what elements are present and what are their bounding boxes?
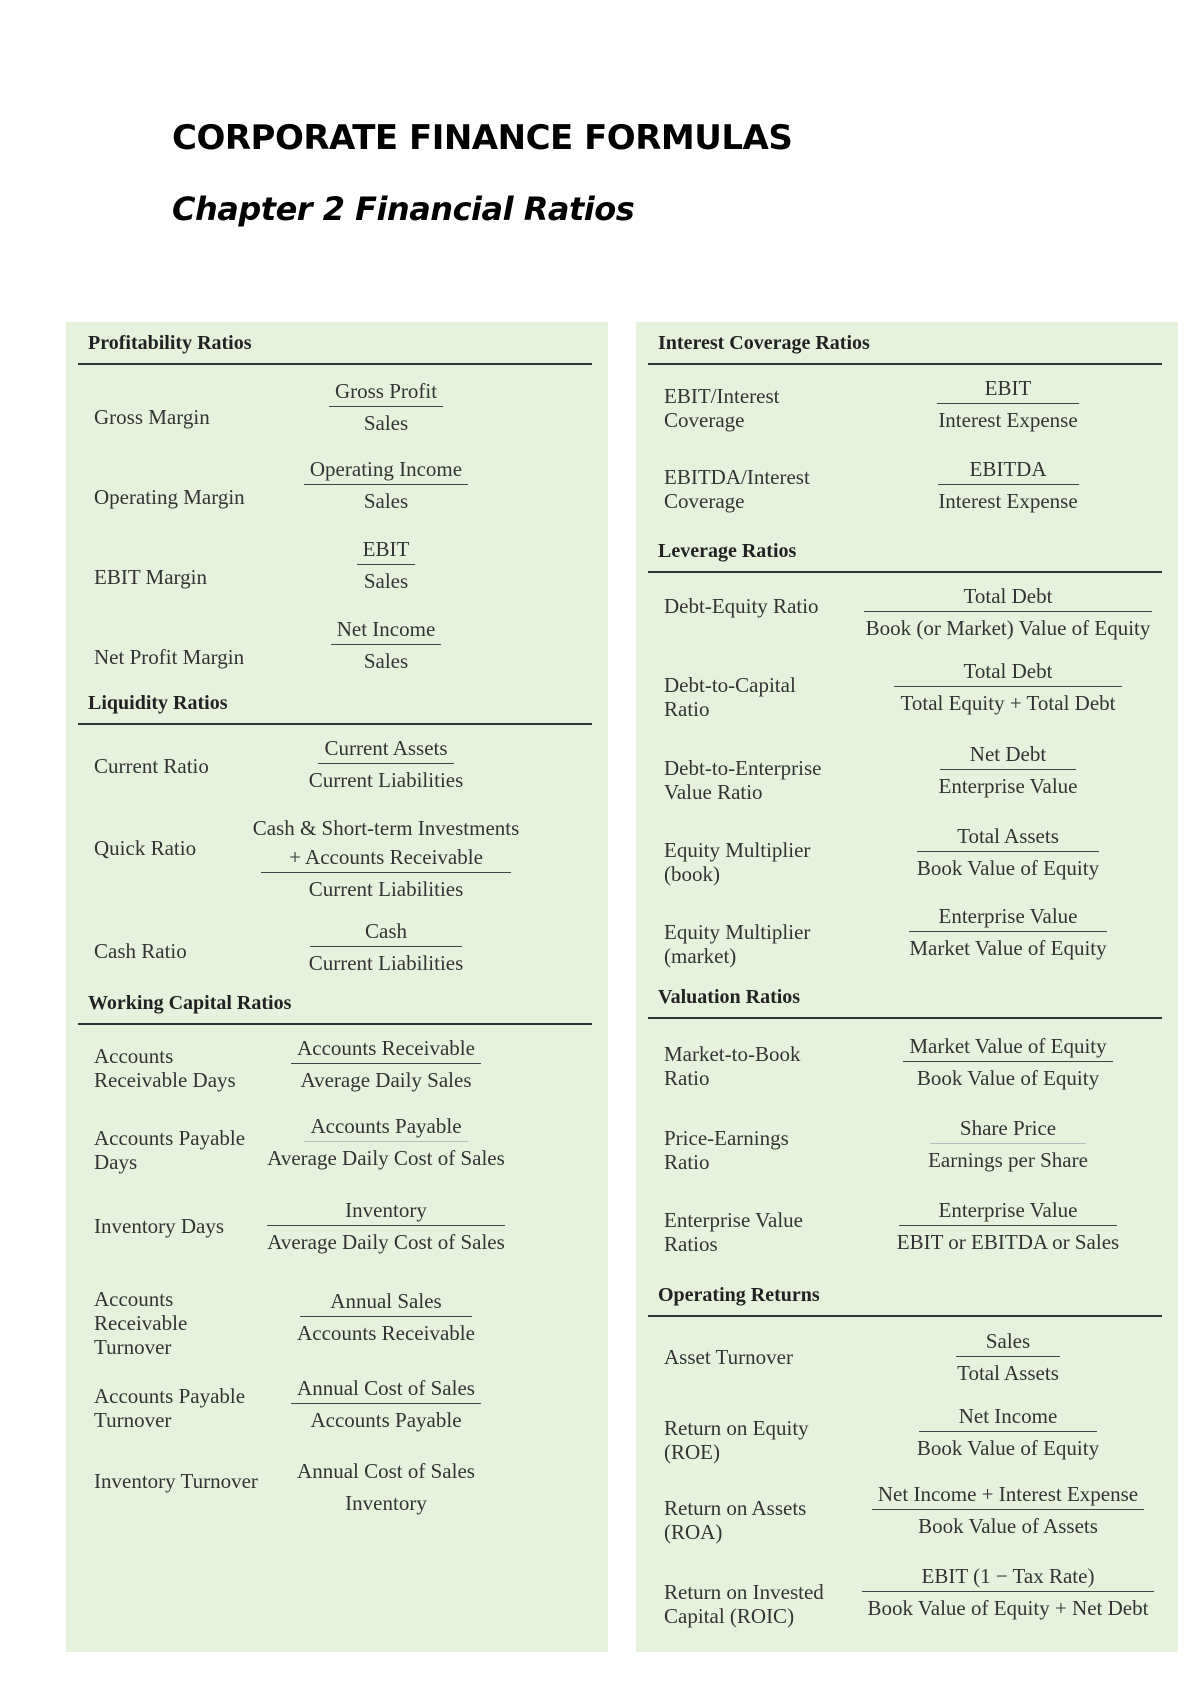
- formula-denominator: Book Value of Equity: [916, 1436, 1100, 1460]
- formula-numerator: Enterprise Value: [909, 902, 1108, 932]
- ratio-label: Inventory Turnover: [94, 1469, 258, 1493]
- formula-numerator: EBIT: [357, 535, 416, 565]
- formula-denominator: Sales: [363, 411, 409, 435]
- ratio-label: Quick Ratio: [94, 836, 197, 860]
- formula-denominator: Book Value of Equity + Net Debt: [867, 1596, 1149, 1620]
- formula-denominator: Total Equity + Total Debt: [900, 691, 1116, 715]
- ratio-label-line: Receivable: [94, 1311, 188, 1335]
- ratio-label-line: Return on Equity: [664, 1416, 809, 1440]
- ratio-label-line: Return on Invested: [664, 1580, 824, 1604]
- section-header-liquidity: Liquidity Ratios: [78, 692, 592, 725]
- formula-numerator: Accounts Payable: [304, 1112, 467, 1142]
- formula-denominator: Book Value of Equity: [916, 1066, 1100, 1090]
- ratio-label-line: Accounts: [94, 1287, 174, 1311]
- ratio-label-line: Equity Multiplier: [664, 838, 811, 862]
- ratio-label: [664, 1126, 864, 1174]
- ratio-label-line: Ratio: [664, 697, 710, 721]
- ratio-formula: [858, 657, 1158, 718]
- page-subtitle: Chapter 2 Financial Ratios: [172, 190, 635, 228]
- formula-denominator: Accounts Payable: [310, 1408, 462, 1432]
- ratio-formula: [261, 1034, 511, 1095]
- formula-numerator: EBITDA: [938, 455, 1079, 485]
- formula-denominator: Book (or Market) Value of Equity: [865, 616, 1151, 640]
- ratio-label: [664, 920, 864, 968]
- ratio-formula: [261, 377, 511, 438]
- section-header-leverage: Leverage Ratios: [648, 540, 1162, 573]
- ratio-label-line: Ratio: [664, 1066, 710, 1090]
- ratio-label-line: Enterprise Value: [664, 1208, 803, 1232]
- section-header-profitability: Profitability Ratios: [78, 332, 592, 365]
- ratio-formula: [236, 814, 536, 904]
- formula-numerator-line1: Cash & Short-term Investments: [252, 816, 520, 840]
- ratio-formula: [256, 1457, 516, 1518]
- formula-numerator: Total Debt: [894, 657, 1123, 687]
- ratio-formula: [878, 902, 1138, 963]
- ratio-formula: [878, 455, 1138, 516]
- formula-denominator: EBIT or EBITDA or Sales: [896, 1230, 1120, 1254]
- ratio-label-line: Coverage: [664, 489, 745, 513]
- ratio-label: Cash Ratio: [94, 939, 187, 963]
- ratio-label-line: Days: [94, 1150, 138, 1174]
- ratio-label: [664, 1496, 864, 1544]
- ratio-label-line: Turnover: [94, 1408, 172, 1432]
- ratio-label: [664, 673, 864, 721]
- formula-denominator: Interest Expense: [938, 408, 1078, 432]
- formula-denominator: Accounts Receivable: [297, 1321, 475, 1345]
- ratio-label-line: Market-to-Book: [664, 1042, 801, 1066]
- ratio-label-line: (ROA): [664, 1520, 723, 1544]
- formula-numerator: EBIT: [937, 374, 1080, 404]
- ratio-formula: [261, 917, 511, 978]
- formula-numerator: EBIT (1 − Tax Rate): [862, 1562, 1155, 1592]
- formula-denominator: Market Value of Equity: [909, 936, 1107, 960]
- ratio-formula: [256, 1196, 516, 1257]
- ratio-label-line: Value Ratio: [664, 780, 763, 804]
- formula-denominator: Sales: [363, 569, 409, 593]
- ratio-formula: [256, 1112, 516, 1173]
- formula-denominator: Inventory: [345, 1491, 427, 1515]
- formula-denominator: Book Value of Equity: [916, 856, 1100, 880]
- formula-denominator: Book Value of Assets: [918, 1514, 1098, 1538]
- ratio-label-line: Debt-to-Capital: [664, 673, 796, 697]
- ratio-formula: [878, 1196, 1138, 1257]
- formula-denominator: Sales: [363, 489, 409, 513]
- ratio-formula: [261, 734, 511, 795]
- section-header-valuation: Valuation Ratios: [648, 986, 1162, 1019]
- formula-denominator: Earnings per Share: [928, 1148, 1088, 1172]
- ratio-label: [664, 1042, 864, 1090]
- ratio-formula: [878, 822, 1138, 883]
- formula-numerator: Total Assets: [917, 822, 1099, 852]
- ratio-label-line: Turnover: [94, 1335, 172, 1359]
- ratio-label: [664, 1580, 864, 1628]
- ratio-label-line: (ROE): [664, 1440, 720, 1464]
- formula-denominator: Interest Expense: [938, 489, 1078, 513]
- page-title: CORPORATE FINANCE FORMULAS: [172, 118, 793, 158]
- formula-denominator: Average Daily Cost of Sales: [267, 1230, 505, 1254]
- formula-numerator: Annual Sales: [300, 1287, 471, 1317]
- ratio-label: [664, 838, 864, 886]
- formula-numerator: Net Income: [919, 1402, 1098, 1432]
- formula-numerator: Current Assets: [318, 734, 453, 764]
- ratio-formula: [853, 582, 1163, 643]
- formula-denominator: Average Daily Sales: [300, 1068, 472, 1092]
- ratio-label: Operating Margin: [94, 485, 245, 509]
- formula-numerator: Enterprise Value: [899, 1196, 1118, 1226]
- ratio-label: [664, 465, 864, 513]
- formula-numerator: + Accounts Receivable: [261, 843, 511, 873]
- ratio-formula: [256, 1374, 516, 1435]
- ratio-label-line: Coverage: [664, 408, 745, 432]
- formula-denominator: Current Liabilities: [308, 951, 464, 975]
- ratio-label-line: Accounts: [94, 1044, 174, 1068]
- ratio-label-line: Ratios: [664, 1232, 718, 1256]
- section-header-operating-returns: Operating Returns: [648, 1284, 1162, 1317]
- right-ratio-panel: [636, 322, 1178, 1652]
- ratio-label: EBIT Margin: [94, 565, 207, 589]
- ratio-label-line: Price-Earnings: [664, 1126, 789, 1150]
- formula-numerator: Gross Profit: [329, 377, 443, 407]
- ratio-formula: [878, 374, 1138, 435]
- section-header-interest-coverage: Interest Coverage Ratios: [648, 332, 1162, 365]
- formula-numerator: Cash: [310, 917, 462, 947]
- formula-numerator: Annual Cost of Sales: [291, 1374, 481, 1404]
- ratio-formula: [878, 1114, 1138, 1175]
- formula-denominator: Current Liabilities: [308, 877, 464, 901]
- ratio-formula: [878, 740, 1138, 801]
- left-ratio-panel: [66, 322, 608, 1652]
- ratio-label-line: Return on Assets: [664, 1496, 807, 1520]
- ratio-formula: [878, 1327, 1138, 1388]
- ratio-label-line: Accounts Payable: [94, 1126, 246, 1150]
- formula-denominator: Current Liabilities: [308, 768, 464, 792]
- ratio-formula: [261, 615, 511, 676]
- ratio-label: Inventory Days: [94, 1214, 225, 1238]
- formula-denominator: Average Daily Cost of Sales: [267, 1146, 505, 1170]
- formula-numerator: Net Income: [331, 615, 442, 645]
- formula-numerator: Total Debt: [864, 582, 1153, 612]
- formula-numerator: Net Debt: [940, 740, 1076, 770]
- ratio-formula: [878, 1402, 1138, 1463]
- formula-denominator: Sales: [363, 649, 409, 673]
- ratio-label: [664, 384, 864, 432]
- ratio-label: Net Profit Margin: [94, 645, 245, 669]
- formula-numerator: Sales: [956, 1327, 1060, 1357]
- ratio-label: Debt-Equity Ratio: [664, 594, 819, 618]
- ratio-formula: [858, 1480, 1158, 1541]
- formula-numerator: Inventory: [267, 1196, 505, 1226]
- formula-numerator: Share Price: [930, 1114, 1086, 1144]
- ratio-label-line: Accounts Payable: [94, 1384, 246, 1408]
- formula-denominator: Total Assets: [957, 1361, 1059, 1385]
- ratio-label-line: Receivable Days: [94, 1068, 236, 1092]
- formula-numerator: Accounts Receivable: [291, 1034, 481, 1064]
- formula-numerator: Market Value of Equity: [903, 1032, 1112, 1062]
- formula-denominator: Enterprise Value: [938, 774, 1078, 798]
- ratio-label: Current Ratio: [94, 754, 209, 778]
- ratio-label: Gross Margin: [94, 405, 210, 429]
- ratio-label-line: (market): [664, 944, 737, 968]
- ratio-label: [664, 1416, 864, 1464]
- ratio-formula: [261, 455, 511, 516]
- ratio-label-line: EBIT/Interest: [664, 384, 780, 408]
- formula-numerator: Operating Income: [304, 455, 468, 485]
- ratio-label-line: Debt-to-Enterprise: [664, 756, 822, 780]
- ratio-label: Asset Turnover: [664, 1345, 793, 1369]
- ratio-label: [664, 1208, 864, 1256]
- ratio-formula: [256, 1287, 516, 1348]
- formula-numerator: Annual Cost of Sales: [297, 1459, 475, 1483]
- section-header-working-capital: Working Capital Ratios: [78, 992, 592, 1025]
- ratio-formula: [878, 1032, 1138, 1093]
- formula-numerator: Net Income + Interest Expense: [872, 1480, 1144, 1510]
- ratio-label-line: Ratio: [664, 1150, 710, 1174]
- ratio-formula: [853, 1562, 1163, 1623]
- ratio-label: [664, 756, 864, 804]
- ratio-formula: [261, 535, 511, 596]
- ratio-label-line: Capital (ROIC): [664, 1604, 795, 1628]
- ratio-label-line: Equity Multiplier: [664, 920, 811, 944]
- ratio-label-line: (book): [664, 862, 720, 886]
- ratio-label-line: EBITDA/Interest: [664, 465, 810, 489]
